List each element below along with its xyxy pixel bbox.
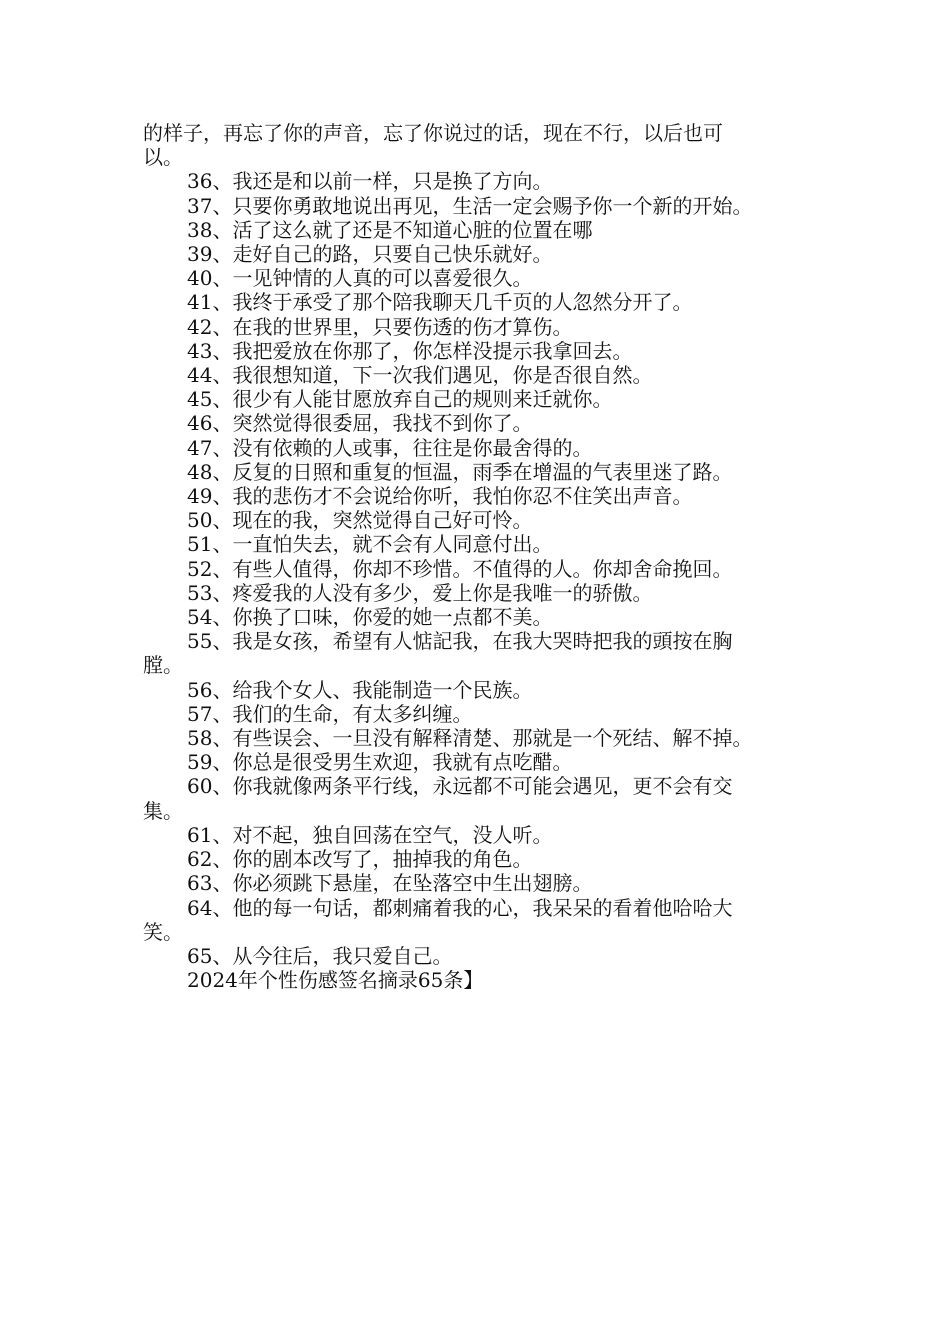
text-line: 55、我是女孩，希望有人惦記我，在我大哭時把我的頭按在胸 bbox=[187, 629, 733, 654]
text-line: 45、很少有人能甘愿放弃自己的规则来迁就你。 bbox=[187, 387, 613, 412]
text-line: 42、在我的世界里，只要伤透的伤才算伤。 bbox=[187, 314, 573, 339]
text-line: 以。 bbox=[143, 145, 183, 170]
text-line: 53、疼爱我的人没有多少，爱上你是我唯一的骄傲。 bbox=[187, 580, 653, 605]
text-line: 膛。 bbox=[143, 653, 183, 678]
text-line: 集。 bbox=[143, 798, 183, 823]
text-line: 54、你换了口味，你爱的她一点都不美。 bbox=[187, 605, 553, 630]
text-line: 49、我的悲伤才不会说给你听，我怕你忍不住笑出声音。 bbox=[187, 484, 693, 509]
document-body bbox=[143, 121, 813, 992]
text-line: 47、没有依赖的人或事，往往是你最舍得的。 bbox=[187, 435, 593, 460]
text-line: 61、对不起，独自回荡在空气，没人听。 bbox=[187, 822, 553, 847]
text-line: 60、你我就像两条平行线，永远都不可能会遇见，更不会有交 bbox=[187, 774, 733, 799]
text-line: 44、我很想知道，下一次我们遇见，你是否很自然。 bbox=[187, 363, 653, 388]
text-line: 笑。 bbox=[143, 919, 183, 944]
text-line: 36、我还是和以前一样，只是换了方向。 bbox=[187, 169, 553, 194]
text-line: 59、你总是很受男生欢迎，我就有点吃醋。 bbox=[187, 750, 573, 775]
text-line: 63、你必须跳下悬崖，在坠落空中生出翅膀。 bbox=[187, 871, 593, 896]
text-line: 50、现在的我，突然觉得自己好可怜。 bbox=[187, 508, 533, 533]
text-line: 56、给我个女人、我能制造一个民族。 bbox=[187, 677, 533, 702]
text-line: 58、有些误会、一旦没有解释清楚、那就是一个死结、解不掉。 bbox=[187, 726, 753, 751]
text-line: 2024年个性伤感签名摘录65条】 bbox=[187, 968, 484, 993]
text-line: 37、只要你勇敢地说出再见，生活一定会赐予你一个新的开始。 bbox=[187, 193, 753, 218]
text-line: 46、突然觉得很委屈，我找不到你了。 bbox=[187, 411, 533, 436]
text-line: 41、我终于承受了那个陪我聊天几千页的人忽然分开了。 bbox=[187, 290, 693, 315]
text-line: 62、你的剧本改写了，抽掉我的角色。 bbox=[187, 847, 533, 872]
text-line: 38、活了这么就了还是不知道心脏的位置在哪 bbox=[187, 217, 593, 242]
text-line: 64、他的每一句话，都刺痛着我的心，我呆呆的看着他哈哈大 bbox=[187, 895, 733, 920]
text-line: 的样子，再忘了你的声音，忘了你说过的话，现在不行，以后也可 bbox=[143, 121, 723, 145]
text-line: 52、有些人值得，你却不珍惜。不值得的人。你却舍命挽回。 bbox=[187, 556, 733, 581]
text-line: 65、从今往后，我只爱自己。 bbox=[187, 943, 453, 968]
text-line: 51、一直怕失去，就不会有人同意付出。 bbox=[187, 532, 553, 557]
text-line: 48、反复的日照和重复的恒温，雨季在增温的气表里迷了路。 bbox=[187, 459, 733, 484]
text-line: 39、走好自己的路，只要自己快乐就好。 bbox=[187, 242, 553, 267]
text-line: 57、我们的生命，有太多纠缠。 bbox=[187, 701, 473, 726]
text-line: 40、一见钟情的人真的可以喜爱很久。 bbox=[187, 266, 533, 291]
text-line: 43、我把爱放在你那了，你怎样没提示我拿回去。 bbox=[187, 338, 633, 363]
